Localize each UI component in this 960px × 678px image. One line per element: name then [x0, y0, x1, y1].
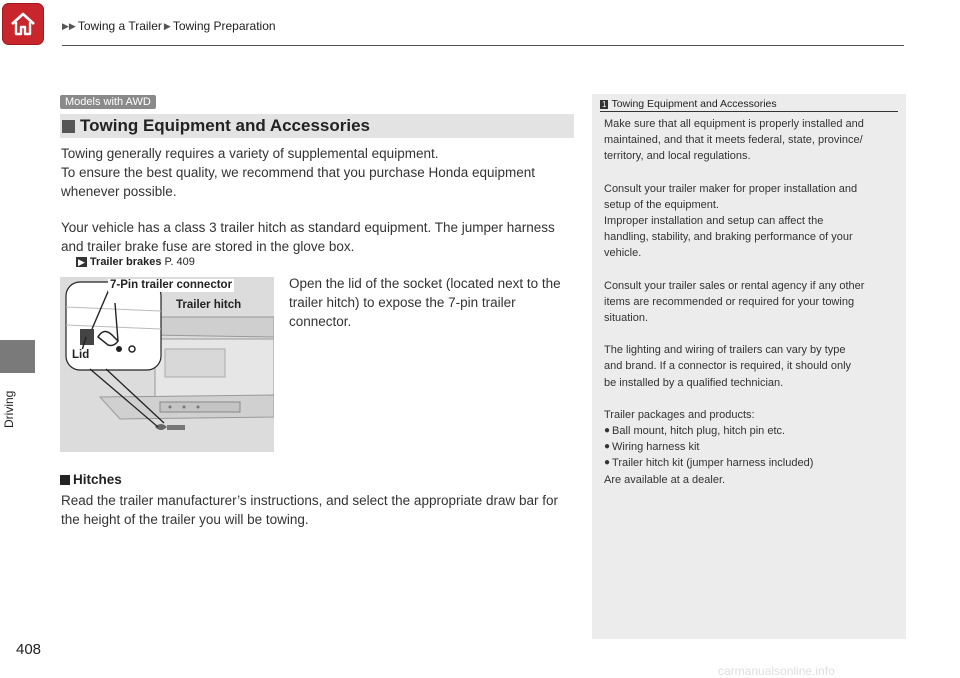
breadcrumb-arrow-icon: ▶ [163, 20, 171, 31]
paragraph-line: connector. [289, 314, 352, 329]
note-line: Consult your trailer maker for proper installation and [604, 182, 858, 195]
note-line: and brand. If a connector is required, it should only [604, 360, 852, 373]
section-heading-text: Towing Equipment and Accessories [80, 116, 370, 135]
chapter-tab[interactable] [0, 340, 35, 373]
bullet-icon: ● [604, 441, 611, 453]
note-line: Consult your trailer sales or rental agency if any other [604, 279, 865, 292]
header-divider [62, 45, 904, 46]
list-item [604, 439, 898, 455]
home-icon [9, 10, 37, 38]
list-item-text: Trailer hitch kit (jumper harness included) [612, 457, 814, 470]
page-number: 408 [16, 641, 42, 658]
list-item-text: Wiring harness kit [612, 441, 700, 454]
paragraph-line: the height of the trailer you will be towing. [61, 512, 309, 527]
paragraph-line: Towing generally requires a variety of supplemental equipment. [61, 146, 439, 161]
note-body [604, 116, 898, 488]
bullet-icon: ● [604, 425, 611, 437]
paragraph-line: Your vehicle has a class 3 trailer hitch as standard equipment. The jumper harness [61, 220, 555, 235]
paragraph-line: Open the lid of the socket (located next to the [289, 276, 561, 291]
home-button[interactable] [2, 3, 44, 45]
list-item-text: Ball mount, hitch plug, hitch pin etc. [612, 425, 786, 438]
note-title-text: Towing Equipment and Accessories [611, 98, 777, 110]
paragraph-line: To ensure the best quality, we recommend that you purchase Honda equipment [61, 165, 536, 180]
bullet-icon: ● [604, 457, 611, 469]
subheading-square-icon [60, 475, 70, 485]
model-badge: Models with AWD [60, 95, 156, 109]
watermark: carmanualsonline.info [718, 664, 835, 678]
breadcrumb-item-towing-trailer[interactable]: Towing a Trailer [77, 19, 162, 33]
hitches-heading [60, 472, 122, 487]
note-line: Make sure that all equipment is properly installed and [604, 118, 864, 130]
note-divider [600, 111, 898, 112]
breadcrumb-arrow-icon: ▶▶ [62, 20, 76, 31]
breadcrumb [62, 19, 276, 33]
section-heading [60, 114, 574, 138]
note-line: maintained, and that it meets federal, state, province/ [604, 134, 863, 147]
breadcrumb-item-towing-preparation[interactable]: Towing Preparation [172, 19, 276, 33]
cross-reference[interactable] [76, 256, 195, 268]
reference-arrow-icon: ▶ [78, 257, 85, 267]
reference-page: P. 409 [164, 256, 195, 268]
hitches-heading-text: Hitches [73, 472, 122, 487]
note-line: territory, and local regulations. [604, 150, 751, 163]
note-marker-icon: 1 [602, 99, 607, 109]
trailer-hitch-illustration [60, 277, 274, 452]
note-line: vehicle. [604, 247, 642, 260]
paragraph-socket [289, 274, 579, 331]
heading-square-icon [62, 120, 75, 133]
list-item [604, 455, 898, 471]
paragraph-hitch [61, 218, 555, 256]
note-title [600, 98, 777, 110]
note-panel [592, 94, 906, 639]
note-line: Are available at a dealer. [604, 473, 726, 486]
note-line: handling, stability, and braking performance of your [604, 231, 853, 244]
reference-link[interactable]: Trailer brakes [89, 256, 162, 268]
callout-7pin-connector: 7-Pin trailer connector [110, 279, 233, 291]
list-item [604, 423, 898, 439]
note-line: The lighting and wiring of trailers can vary by type [604, 344, 846, 357]
note-line: items are recommended or required for your towing [604, 295, 855, 308]
chapter-label: Driving [2, 390, 16, 428]
note-line: Improper installation and setup can affect the [604, 215, 824, 228]
paragraph-line: Read the trailer manufacturer’s instructions, and select the appropriate draw bar for [61, 493, 559, 508]
note-line: be installed by a qualified technician. [604, 376, 784, 389]
paragraph-hitches [61, 491, 558, 529]
note-line: setup of the equipment. [604, 198, 719, 211]
callout-lid: Lid [72, 349, 90, 361]
paragraph-line: and trailer brake fuse are stored in the glove box. [61, 239, 355, 254]
paragraph-intro [61, 144, 535, 201]
paragraph-line: trailer hitch) to expose the 7-pin trailer [289, 295, 516, 310]
callout-trailer-hitch: Trailer hitch [176, 299, 242, 311]
note-line: Trailer packages and products: [604, 408, 755, 421]
paragraph-line: whenever possible. [61, 184, 177, 199]
note-line: situation. [604, 312, 649, 325]
